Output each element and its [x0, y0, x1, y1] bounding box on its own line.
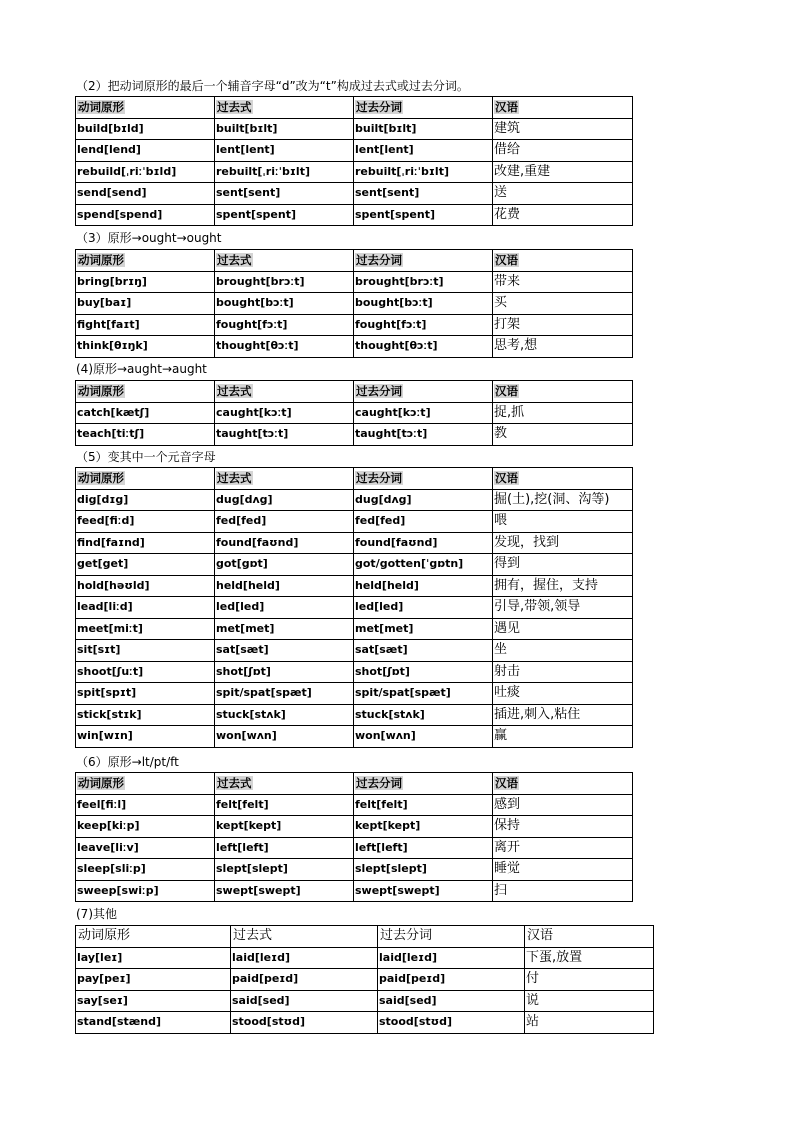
chinese-cell: 站 — [525, 1012, 654, 1034]
chinese-cell: 花费 — [493, 204, 633, 226]
header-past-participle: 过去分词 — [356, 253, 402, 268]
chinese-cell: 引导,带领,领导 — [493, 597, 633, 619]
table-row — [76, 661, 633, 683]
past-participle-cell: paid[peɪd] — [378, 969, 525, 991]
chinese-cell: 思考,想 — [493, 336, 633, 358]
header-base-form: 动词原形 — [78, 776, 124, 791]
table-row — [76, 314, 633, 336]
table-row — [76, 183, 633, 205]
base-form-cell: meet[miːt] — [76, 618, 215, 640]
base-form-cell: sleep[sliːp] — [76, 859, 215, 881]
table-row — [76, 683, 633, 705]
section-3-table — [75, 249, 633, 358]
past-participle-cell: left[left] — [354, 837, 493, 859]
table-row — [76, 597, 633, 619]
base-form-cell: feel[fiːl] — [76, 794, 215, 816]
header-base-form: 动词原形 — [78, 471, 124, 486]
table-header-row — [76, 250, 633, 272]
past-tense-cell: taught[tɔːt] — [215, 424, 354, 446]
past-tense-cell: swept[swept] — [215, 880, 354, 902]
table-row — [76, 293, 633, 315]
table-row — [76, 640, 633, 662]
table-row — [76, 618, 633, 640]
past-participle-cell: felt[felt] — [354, 794, 493, 816]
past-participle-cell: won[wʌn] — [354, 726, 493, 748]
past-participle-cell: dug[dʌg] — [354, 489, 493, 511]
header-past-participle: 过去分词 — [356, 471, 402, 486]
table-row — [76, 880, 633, 902]
chinese-cell: 捉,抓 — [493, 402, 633, 424]
section-2-heading: （2）把动词原形的最后一个辅音字母“d”改为“t”构成过去式或过去分词。 — [76, 79, 469, 93]
table-row — [76, 794, 633, 816]
past-tense-cell: met[met] — [215, 618, 354, 640]
chinese-cell: 射击 — [493, 661, 633, 683]
header-chinese: 汉语 — [495, 776, 518, 791]
past-participle-cell: held[held] — [354, 575, 493, 597]
past-participle-cell: lent[lent] — [354, 140, 493, 162]
past-participle-cell: said[sed] — [378, 990, 525, 1012]
section-5-heading: （5）变其中一个元音字母 — [76, 450, 216, 464]
chinese-cell: 借给 — [493, 140, 633, 162]
past-tense-cell: brought[brɔːt] — [215, 271, 354, 293]
chinese-cell: 离开 — [493, 837, 633, 859]
past-participle-cell: bought[bɔːt] — [354, 293, 493, 315]
past-participle-cell: kept[kept] — [354, 816, 493, 838]
base-form-cell: leave[liːv] — [76, 837, 215, 859]
chinese-cell: 拥有，握住，支持 — [493, 575, 633, 597]
base-form-cell: dig[dɪg] — [76, 489, 215, 511]
past-tense-cell: won[wʌn] — [215, 726, 354, 748]
past-participle-cell: laid[leɪd] — [378, 947, 525, 969]
header-base-form: 动词原形 — [78, 384, 124, 399]
base-form-cell: shoot[ʃuːt] — [76, 661, 215, 683]
past-tense-cell: dug[dʌg] — [215, 489, 354, 511]
table-row — [76, 511, 633, 533]
table-header-row — [76, 926, 654, 948]
past-tense-cell: laid[leɪd] — [231, 947, 378, 969]
chinese-cell: 得到 — [493, 554, 633, 576]
chinese-cell: 教 — [493, 424, 633, 446]
base-form-cell: lead[liːd] — [76, 597, 215, 619]
header-past-tense: 过去式 — [217, 471, 252, 486]
table-header-row — [76, 773, 633, 795]
section-6-heading: （6）原形→lt/pt/ft — [76, 755, 179, 769]
header-past-participle: 过去分词 — [356, 384, 402, 399]
section-4-table — [75, 380, 633, 446]
chinese-cell: 睡觉 — [493, 859, 633, 881]
header-past-tense: 过去式 — [217, 253, 252, 268]
past-tense-cell: stood[stʊd] — [231, 1012, 378, 1034]
table-row — [76, 532, 633, 554]
past-participle-cell: caught[kɔːt] — [354, 402, 493, 424]
base-form-cell: lay[leɪ] — [76, 947, 231, 969]
past-tense-cell: shot[ʃɒt] — [215, 661, 354, 683]
past-tense-cell: got[gɒt] — [215, 554, 354, 576]
past-participle-cell: stuck[stʌk] — [354, 704, 493, 726]
header-past-participle: 过去分词 — [356, 776, 402, 791]
table-header-row — [76, 468, 633, 490]
chinese-cell: 付 — [525, 969, 654, 991]
header-base-form: 动词原形 — [78, 253, 124, 268]
table-row — [76, 859, 633, 881]
table-row — [76, 161, 633, 183]
base-form-cell: stand[stænd] — [76, 1012, 231, 1034]
section-2-table — [75, 96, 633, 226]
past-participle-cell: slept[slept] — [354, 859, 493, 881]
past-tense-cell: said[sed] — [231, 990, 378, 1012]
header-base-form: 动词原形 — [78, 928, 131, 944]
base-form-cell: teach[tiːtʃ] — [76, 424, 215, 446]
table-row — [76, 140, 633, 162]
base-form-cell: rebuild[ˌriːˈbɪld] — [76, 161, 215, 183]
past-participle-cell: brought[brɔːt] — [354, 271, 493, 293]
table-row — [76, 118, 633, 140]
header-chinese: 汉语 — [495, 253, 518, 268]
base-form-cell: feed[fiːd] — [76, 511, 215, 533]
base-form-cell: catch[kætʃ] — [76, 402, 215, 424]
table-row — [76, 969, 654, 991]
base-form-cell: say[seɪ] — [76, 990, 231, 1012]
section-7-heading: (7)其他 — [76, 907, 117, 921]
table-row — [76, 837, 633, 859]
past-tense-cell: sat[sæt] — [215, 640, 354, 662]
past-participle-cell: built[bɪlt] — [354, 118, 493, 140]
past-participle-cell: found[faʊnd] — [354, 532, 493, 554]
past-participle-cell: fought[fɔːt] — [354, 314, 493, 336]
past-tense-cell: slept[slept] — [215, 859, 354, 881]
past-participle-cell: rebuilt[ˌriːˈbɪlt] — [354, 161, 493, 183]
past-participle-cell: stood[stʊd] — [378, 1012, 525, 1034]
past-tense-cell: felt[felt] — [215, 794, 354, 816]
chinese-cell: 遇见 — [493, 618, 633, 640]
base-form-cell: find[faɪnd] — [76, 532, 215, 554]
base-form-cell: pay[peɪ] — [76, 969, 231, 991]
section-4-heading: (4)原形→aught→aught — [76, 362, 207, 376]
past-tense-cell: fought[fɔːt] — [215, 314, 354, 336]
base-form-cell: stick[stɪk] — [76, 704, 215, 726]
base-form-cell: bring[brɪŋ] — [76, 271, 215, 293]
chinese-cell: 发现，找到 — [493, 532, 633, 554]
chinese-cell: 扫 — [493, 880, 633, 902]
header-chinese: 汉语 — [495, 471, 518, 486]
header-past-tense: 过去式 — [217, 776, 252, 791]
table-row — [76, 554, 633, 576]
chinese-cell: 带来 — [493, 271, 633, 293]
chinese-cell: 说 — [525, 990, 654, 1012]
base-form-cell: get[get] — [76, 554, 215, 576]
section-5-table — [75, 467, 633, 748]
past-participle-cell: taught[tɔːt] — [354, 424, 493, 446]
chinese-cell: 赢 — [493, 726, 633, 748]
header-chinese: 汉语 — [495, 100, 518, 115]
section-3-heading: （3）原形→ought→ought — [76, 231, 222, 245]
base-form-cell: hold[həʊld] — [76, 575, 215, 597]
past-participle-cell: spit/spat[spæt] — [354, 683, 493, 705]
past-participle-cell: sat[sæt] — [354, 640, 493, 662]
base-form-cell: sit[sɪt] — [76, 640, 215, 662]
table-header-row — [76, 97, 633, 119]
base-form-cell: sweep[swiːp] — [76, 880, 215, 902]
past-tense-cell: paid[peɪd] — [231, 969, 378, 991]
table-row — [76, 1012, 654, 1034]
past-tense-cell: led[led] — [215, 597, 354, 619]
past-participle-cell: shot[ʃɒt] — [354, 661, 493, 683]
header-chinese: 汉语 — [527, 928, 554, 944]
chinese-cell: 喂 — [493, 511, 633, 533]
table-row — [76, 575, 633, 597]
table-row — [76, 947, 654, 969]
header-past-tense: 过去式 — [217, 100, 252, 115]
chinese-cell: 坐 — [493, 640, 633, 662]
base-form-cell: think[θɪŋk] — [76, 336, 215, 358]
header-past-participle: 过去分词 — [380, 928, 433, 944]
base-form-cell: spit[spɪt] — [76, 683, 215, 705]
past-participle-cell: swept[swept] — [354, 880, 493, 902]
table-row — [76, 424, 633, 446]
table-row — [76, 726, 633, 748]
past-participle-cell: fed[fed] — [354, 511, 493, 533]
table-row — [76, 489, 633, 511]
table-row — [76, 336, 633, 358]
past-tense-cell: sent[sent] — [215, 183, 354, 205]
past-tense-cell: spit/spat[spæt] — [215, 683, 354, 705]
past-participle-cell: met[met] — [354, 618, 493, 640]
base-form-cell: lend[lend] — [76, 140, 215, 162]
past-participle-cell: led[led] — [354, 597, 493, 619]
base-form-cell: build[bɪld] — [76, 118, 215, 140]
past-tense-cell: fed[fed] — [215, 511, 354, 533]
past-participle-cell: sent[sent] — [354, 183, 493, 205]
table-header-row — [76, 381, 633, 403]
past-tense-cell: bought[bɔːt] — [215, 293, 354, 315]
past-participle-cell: spent[spent] — [354, 204, 493, 226]
past-tense-cell: lent[lent] — [215, 140, 354, 162]
past-tense-cell: held[held] — [215, 575, 354, 597]
table-row — [76, 990, 654, 1012]
chinese-cell: 改建,重建 — [493, 161, 633, 183]
header-past-tense: 过去式 — [233, 928, 273, 944]
base-form-cell: send[send] — [76, 183, 215, 205]
section-6-table — [75, 772, 633, 902]
chinese-cell: 送 — [493, 183, 633, 205]
past-tense-cell: built[bɪlt] — [215, 118, 354, 140]
header-past-participle: 过去分词 — [356, 100, 402, 115]
past-participle-cell: got/gotten[ˈgɒtn] — [354, 554, 493, 576]
past-tense-cell: spent[spent] — [215, 204, 354, 226]
chinese-cell: 建筑 — [493, 118, 633, 140]
past-tense-cell: stuck[stʌk] — [215, 704, 354, 726]
past-tense-cell: left[left] — [215, 837, 354, 859]
chinese-cell: 买 — [493, 293, 633, 315]
chinese-cell: 打架 — [493, 314, 633, 336]
chinese-cell: 插进,刺入,粘住 — [493, 704, 633, 726]
past-tense-cell: thought[θɔːt] — [215, 336, 354, 358]
header-base-form: 动词原形 — [78, 100, 124, 115]
chinese-cell: 感到 — [493, 794, 633, 816]
chinese-cell: 保持 — [493, 816, 633, 838]
header-past-tense: 过去式 — [217, 384, 252, 399]
past-tense-cell: kept[kept] — [215, 816, 354, 838]
past-tense-cell: found[faʊnd] — [215, 532, 354, 554]
table-row — [76, 204, 633, 226]
past-tense-cell: rebuilt[ˌriːˈbɪlt] — [215, 161, 354, 183]
table-row — [76, 816, 633, 838]
chinese-cell: 掘(土),挖(洞、沟等) — [493, 489, 633, 511]
past-tense-cell: caught[kɔːt] — [215, 402, 354, 424]
base-form-cell: buy[baɪ] — [76, 293, 215, 315]
past-participle-cell: thought[θɔːt] — [354, 336, 493, 358]
header-chinese: 汉语 — [495, 384, 518, 399]
chinese-cell: 下蛋,放置 — [525, 947, 654, 969]
base-form-cell: win[wɪn] — [76, 726, 215, 748]
base-form-cell: fight[faɪt] — [76, 314, 215, 336]
chinese-cell: 吐痰 — [493, 683, 633, 705]
table-row — [76, 704, 633, 726]
table-row — [76, 402, 633, 424]
section-7-table — [75, 925, 654, 1034]
base-form-cell: spend[spend] — [76, 204, 215, 226]
table-row — [76, 271, 633, 293]
base-form-cell: keep[kiːp] — [76, 816, 215, 838]
